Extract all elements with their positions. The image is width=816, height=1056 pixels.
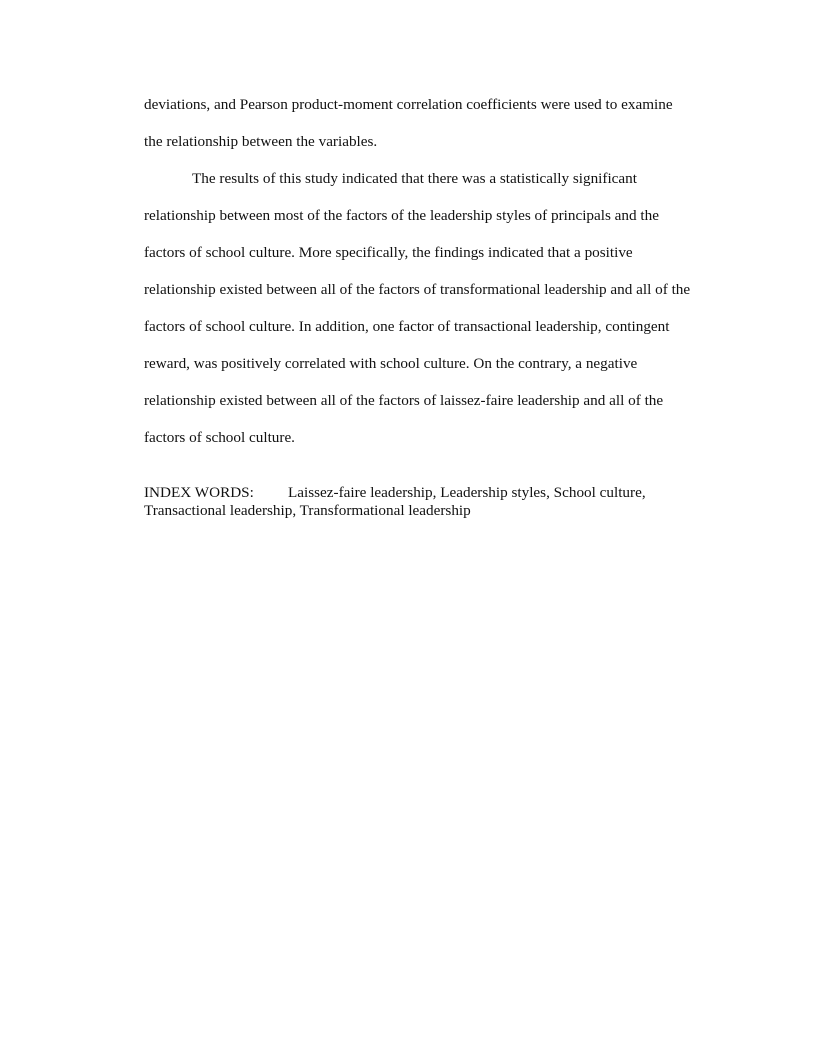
body-line: factors of school culture. More specifically, the findings indicated that a positive: [144, 244, 633, 261]
index-words-line1: Laissez-faire leadership, Leadership styles, School culture,: [288, 484, 646, 501]
paragraph-first-line: The results of this study indicated that there was a statistically significant: [192, 170, 637, 187]
body-line: relationship existed between all of the factors of laissez-faire leadership and all of the: [144, 392, 664, 409]
body-line: deviations, and Pearson product-moment correlation coefficients were used to examine: [144, 96, 673, 113]
body-line: relationship between most of the factors of the leadership styles of principals and the: [144, 207, 659, 224]
index-words-label: INDEX WORDS:: [144, 484, 254, 501]
body-line: factors of school culture. In addition, one factor of transactional leadership, contingent: [144, 318, 670, 335]
body-line: relationship existed between all of the factors of transformational leadership and all of the: [144, 281, 691, 298]
body-line: reward, was positively correlated with school culture. On the contrary, a negative: [144, 355, 638, 372]
body-line: the relationship between the variables.: [144, 133, 378, 150]
body-line: factors of school culture.: [144, 429, 295, 446]
index-words-line2: Transactional leadership, Transformational leadership: [144, 502, 471, 519]
